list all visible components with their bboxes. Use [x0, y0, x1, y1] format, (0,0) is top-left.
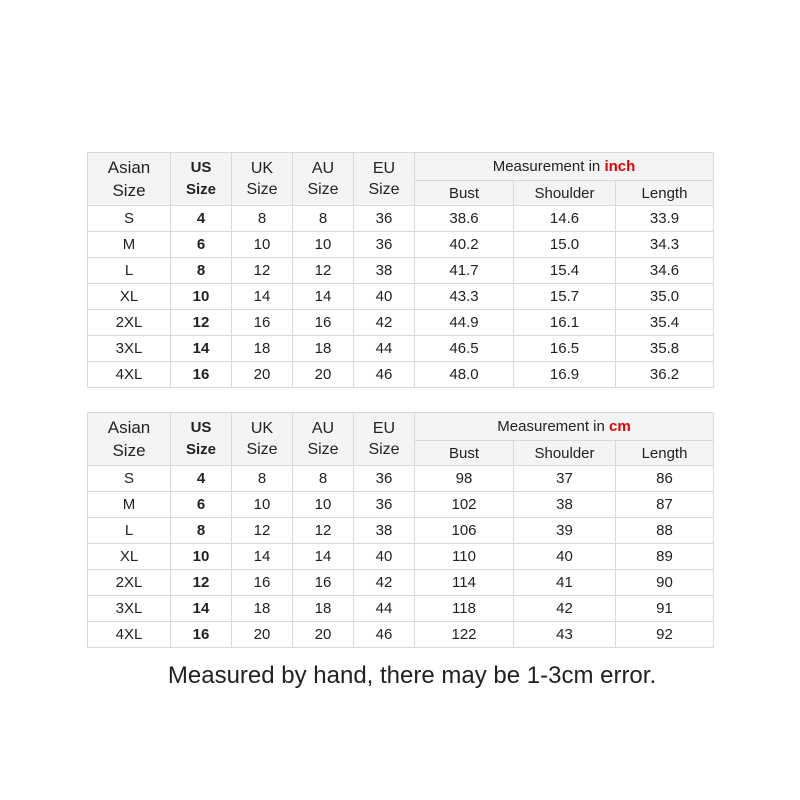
- uk-size-cell: 18: [232, 336, 293, 362]
- au-size-cell: 18: [293, 336, 354, 362]
- au-size-cell: 16: [293, 310, 354, 336]
- bust-cell: 122: [415, 622, 514, 648]
- eu-size-cell: 38: [354, 518, 415, 544]
- bust-cell: 43.3: [415, 284, 514, 310]
- table-row: [88, 622, 714, 648]
- eu-size-cell: 44: [354, 596, 415, 622]
- asian-size-cell: 2XL: [88, 310, 171, 336]
- us-size-cell: 4: [171, 206, 232, 232]
- length-cell: 86: [616, 466, 714, 492]
- asian-size-cell: 3XL: [88, 596, 171, 622]
- header-uk-size: UK Size: [232, 413, 293, 466]
- header-bust: Bust: [415, 181, 514, 206]
- header-length: Length: [616, 181, 714, 206]
- shoulder-cell: 16.9: [514, 362, 616, 388]
- length-cell: 33.9: [616, 206, 714, 232]
- eu-size-cell: 40: [354, 284, 415, 310]
- us-size-cell: 4: [171, 466, 232, 492]
- us-size-cell: 14: [171, 596, 232, 622]
- shoulder-cell: 39: [514, 518, 616, 544]
- length-cell: 34.6: [616, 258, 714, 284]
- header-au-size: AU Size: [293, 413, 354, 466]
- length-cell: 34.3: [616, 232, 714, 258]
- au-size-cell: 10: [293, 492, 354, 518]
- table-row: [88, 232, 714, 258]
- shoulder-cell: 15.0: [514, 232, 616, 258]
- length-cell: 35.4: [616, 310, 714, 336]
- uk-size-cell: 8: [232, 466, 293, 492]
- bust-cell: 106: [415, 518, 514, 544]
- uk-size-cell: 12: [232, 518, 293, 544]
- shoulder-cell: 16.1: [514, 310, 616, 336]
- size-chart-inch: [87, 152, 714, 388]
- uk-size-cell: 18: [232, 596, 293, 622]
- eu-size-cell: 42: [354, 310, 415, 336]
- eu-size-cell: 36: [354, 206, 415, 232]
- uk-size-cell: 20: [232, 622, 293, 648]
- shoulder-cell: 37: [514, 466, 616, 492]
- uk-size-cell: 16: [232, 570, 293, 596]
- table-row: [88, 206, 714, 232]
- shoulder-cell: 16.5: [514, 336, 616, 362]
- header-uk-size: UK Size: [232, 153, 293, 206]
- bust-cell: 110: [415, 544, 514, 570]
- header-measurement: Measurement in cm: [415, 413, 714, 441]
- header-eu-size: EU Size: [354, 153, 415, 206]
- au-size-cell: 10: [293, 232, 354, 258]
- shoulder-cell: 42: [514, 596, 616, 622]
- length-cell: 91: [616, 596, 714, 622]
- bust-cell: 48.0: [415, 362, 514, 388]
- bust-cell: 98: [415, 466, 514, 492]
- asian-size-cell: M: [88, 492, 171, 518]
- header-asian-size: Asian Size: [88, 413, 171, 466]
- asian-size-cell: XL: [88, 284, 171, 310]
- shoulder-cell: 43: [514, 622, 616, 648]
- length-cell: 90: [616, 570, 714, 596]
- asian-size-cell: XL: [88, 544, 171, 570]
- us-size-cell: 8: [171, 258, 232, 284]
- header-shoulder: Shoulder: [514, 441, 616, 466]
- au-size-cell: 12: [293, 258, 354, 284]
- asian-size-cell: S: [88, 206, 171, 232]
- header-au-size: AU Size: [293, 153, 354, 206]
- au-size-cell: 12: [293, 518, 354, 544]
- header-shoulder: Shoulder: [514, 181, 616, 206]
- unit-label: inch: [604, 158, 636, 175]
- length-cell: 87: [616, 492, 714, 518]
- asian-size-cell: S: [88, 466, 171, 492]
- table-row: [88, 570, 714, 596]
- length-cell: 89: [616, 544, 714, 570]
- shoulder-cell: 40: [514, 544, 616, 570]
- uk-size-cell: 10: [232, 232, 293, 258]
- au-size-cell: 8: [293, 466, 354, 492]
- shoulder-cell: 41: [514, 570, 616, 596]
- us-size-cell: 6: [171, 232, 232, 258]
- us-size-cell: 8: [171, 518, 232, 544]
- uk-size-cell: 8: [232, 206, 293, 232]
- eu-size-cell: 46: [354, 362, 415, 388]
- us-size-cell: 16: [171, 362, 232, 388]
- au-size-cell: 16: [293, 570, 354, 596]
- table-row: [88, 310, 714, 336]
- header-us-size: US Size: [171, 413, 232, 466]
- shoulder-cell: 14.6: [514, 206, 616, 232]
- shoulder-cell: 38: [514, 492, 616, 518]
- table-row: [88, 544, 714, 570]
- bust-cell: 40.2: [415, 232, 514, 258]
- au-size-cell: 20: [293, 362, 354, 388]
- header-bust: Bust: [415, 441, 514, 466]
- eu-size-cell: 36: [354, 466, 415, 492]
- eu-size-cell: 36: [354, 492, 415, 518]
- bust-cell: 44.9: [415, 310, 514, 336]
- bust-cell: 46.5: [415, 336, 514, 362]
- uk-size-cell: 20: [232, 362, 293, 388]
- table-row: [88, 336, 714, 362]
- unit-label: cm: [609, 418, 631, 435]
- header-measurement: Measurement in inch: [415, 153, 714, 181]
- header-asian-size: Asian Size: [88, 153, 171, 206]
- us-size-cell: 10: [171, 544, 232, 570]
- table-row: [88, 362, 714, 388]
- us-size-cell: 12: [171, 570, 232, 596]
- table-row: [88, 284, 714, 310]
- eu-size-cell: 40: [354, 544, 415, 570]
- length-cell: 92: [616, 622, 714, 648]
- us-size-cell: 16: [171, 622, 232, 648]
- header-eu-size: EU Size: [354, 413, 415, 466]
- us-size-cell: 6: [171, 492, 232, 518]
- eu-size-cell: 36: [354, 232, 415, 258]
- uk-size-cell: 10: [232, 492, 293, 518]
- bust-cell: 102: [415, 492, 514, 518]
- asian-size-cell: L: [88, 518, 171, 544]
- table-row: [88, 258, 714, 284]
- uk-size-cell: 16: [232, 310, 293, 336]
- uk-size-cell: 14: [232, 544, 293, 570]
- au-size-cell: 14: [293, 284, 354, 310]
- uk-size-cell: 14: [232, 284, 293, 310]
- au-size-cell: 18: [293, 596, 354, 622]
- measurement-note: Measured by hand, there may be 1-3cm error.: [167, 662, 657, 689]
- eu-size-cell: 38: [354, 258, 415, 284]
- au-size-cell: 8: [293, 206, 354, 232]
- asian-size-cell: 4XL: [88, 362, 171, 388]
- asian-size-cell: L: [88, 258, 171, 284]
- length-cell: 36.2: [616, 362, 714, 388]
- asian-size-cell: 2XL: [88, 570, 171, 596]
- uk-size-cell: 12: [232, 258, 293, 284]
- bust-cell: 38.6: [415, 206, 514, 232]
- shoulder-cell: 15.4: [514, 258, 616, 284]
- us-size-cell: 12: [171, 310, 232, 336]
- au-size-cell: 20: [293, 622, 354, 648]
- asian-size-cell: 3XL: [88, 336, 171, 362]
- table-row: [88, 518, 714, 544]
- au-size-cell: 14: [293, 544, 354, 570]
- table-row: [88, 466, 714, 492]
- asian-size-cell: M: [88, 232, 171, 258]
- length-cell: 35.0: [616, 284, 714, 310]
- bust-cell: 118: [415, 596, 514, 622]
- us-size-cell: 14: [171, 336, 232, 362]
- eu-size-cell: 46: [354, 622, 415, 648]
- eu-size-cell: 44: [354, 336, 415, 362]
- header-length: Length: [616, 441, 714, 466]
- header-us-size: US Size: [171, 153, 232, 206]
- bust-cell: 114: [415, 570, 514, 596]
- length-cell: 35.8: [616, 336, 714, 362]
- length-cell: 88: [616, 518, 714, 544]
- shoulder-cell: 15.7: [514, 284, 616, 310]
- bust-cell: 41.7: [415, 258, 514, 284]
- size-chart-cm: [87, 412, 714, 648]
- asian-size-cell: 4XL: [88, 622, 171, 648]
- table-row: [88, 596, 714, 622]
- table-row: [88, 492, 714, 518]
- eu-size-cell: 42: [354, 570, 415, 596]
- us-size-cell: 10: [171, 284, 232, 310]
